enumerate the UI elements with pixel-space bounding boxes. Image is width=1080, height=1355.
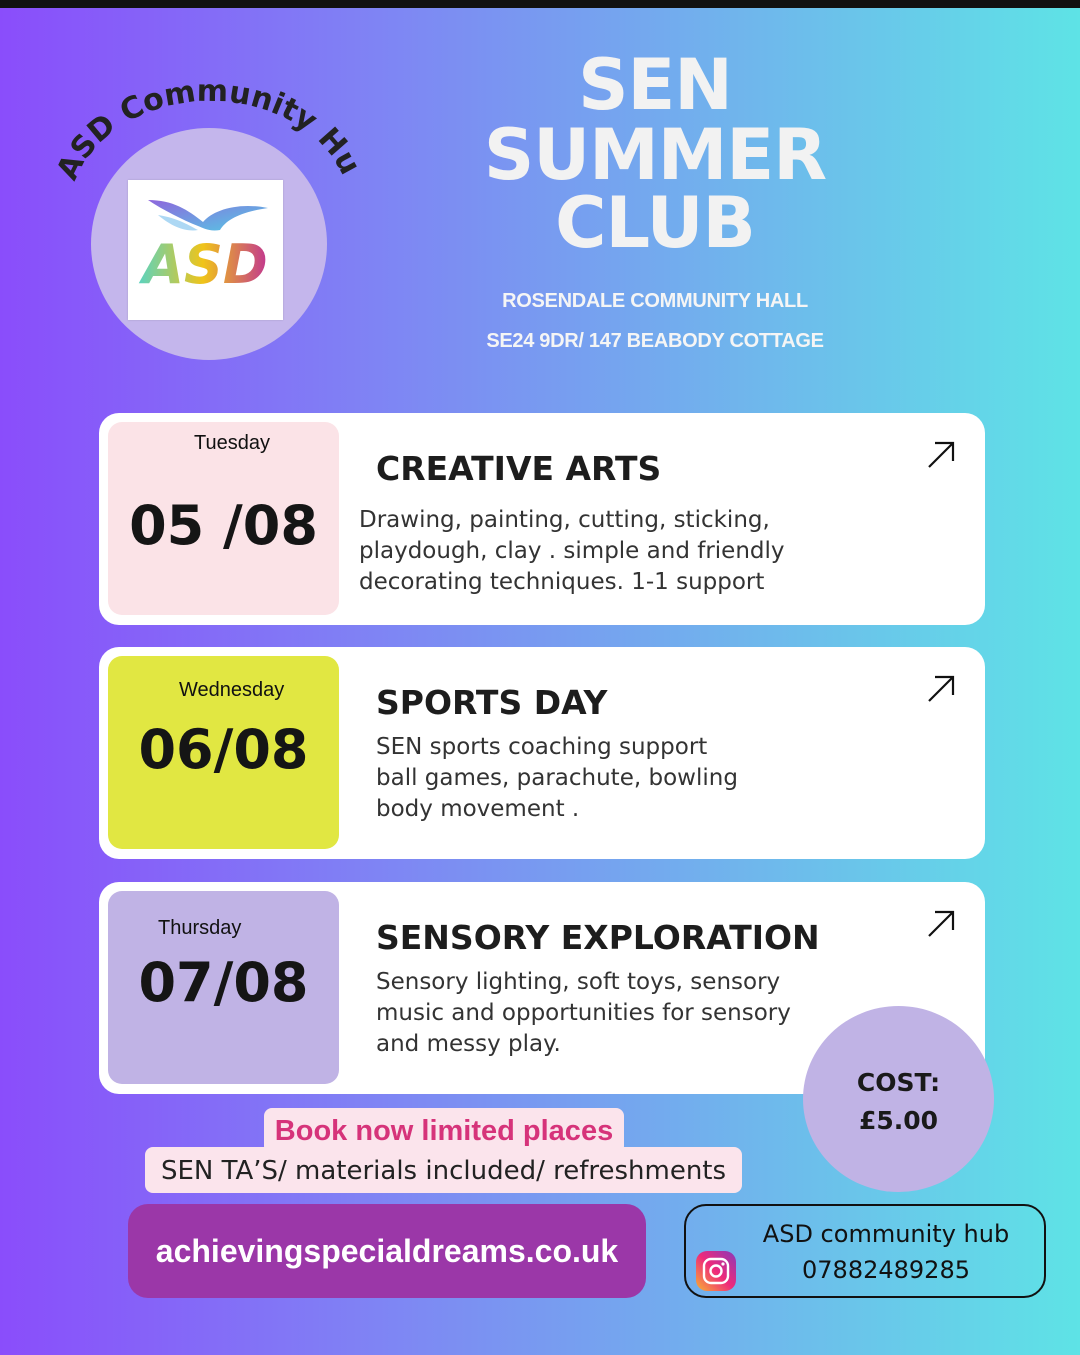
session-date: 05 /08: [129, 494, 318, 557]
book-now-banner[interactable]: Book now limited places: [264, 1108, 624, 1154]
arrow-up-right-icon[interactable]: [925, 673, 957, 705]
instagram-icon[interactable]: [696, 1251, 736, 1291]
session-card-sports-day[interactable]: [99, 647, 985, 859]
logo-image: [128, 180, 283, 320]
session-day: Wednesday: [179, 679, 285, 701]
venue-name: ROSENDALE COMMUNITY HALL: [502, 290, 808, 312]
arrow-up-right-icon[interactable]: [925, 908, 957, 940]
session-description: Drawing, painting, cutting, sticking, playdough, clay . simple and friendly decorating techniques. 1-1 support: [359, 507, 785, 595]
contact-phone[interactable]: 07882489285: [802, 1256, 970, 1284]
contact-name: ASD community hub: [762, 1220, 1010, 1248]
cost-label: COST:: [856, 1068, 941, 1097]
title-line-2: SUMMER: [483, 114, 827, 196]
session-card-creative-arts[interactable]: [99, 413, 985, 625]
session-day: Thursday: [158, 917, 242, 939]
session-description: Sensory lighting, soft toys, sensory music and opportunities for sensory and messy play.: [376, 969, 791, 1057]
title-line-1: SEN: [578, 44, 732, 126]
top-border: [0, 0, 1080, 8]
session-title: SPORTS DAY: [376, 683, 608, 722]
svg-text:ASD Community Hub: ASD Community Hub: [29, 43, 368, 186]
arrow-up-right-icon[interactable]: [925, 439, 957, 471]
included-banner: SEN TA’S/ materials included/ refreshments: [145, 1147, 742, 1193]
session-date: 06/08: [138, 718, 309, 781]
session-title: CREATIVE ARTS: [376, 449, 662, 488]
website-link[interactable]: achievingspecialdreams.co.uk: [128, 1204, 646, 1298]
cost-badge: [803, 1006, 994, 1192]
date-box: [108, 422, 339, 615]
session-description: SEN sports coaching support ball games, parachute, bowling body movement .: [376, 734, 738, 822]
session-title: SENSORY EXPLORATION: [376, 918, 820, 957]
venue-address: SE24 9DR/ 147 BEABODY COTTAGE: [486, 330, 824, 352]
cost-value: £5.00: [858, 1106, 939, 1135]
asd-logo-icon: [128, 180, 283, 320]
date-box: [108, 656, 339, 849]
svg-text:ASD: ASD: [142, 233, 268, 296]
date-box: [108, 891, 339, 1084]
session-day: Tuesday: [194, 432, 270, 454]
session-date: 07/08: [138, 951, 309, 1014]
contact-box: [684, 1204, 1046, 1298]
title-line-3: CLUB: [555, 182, 755, 264]
